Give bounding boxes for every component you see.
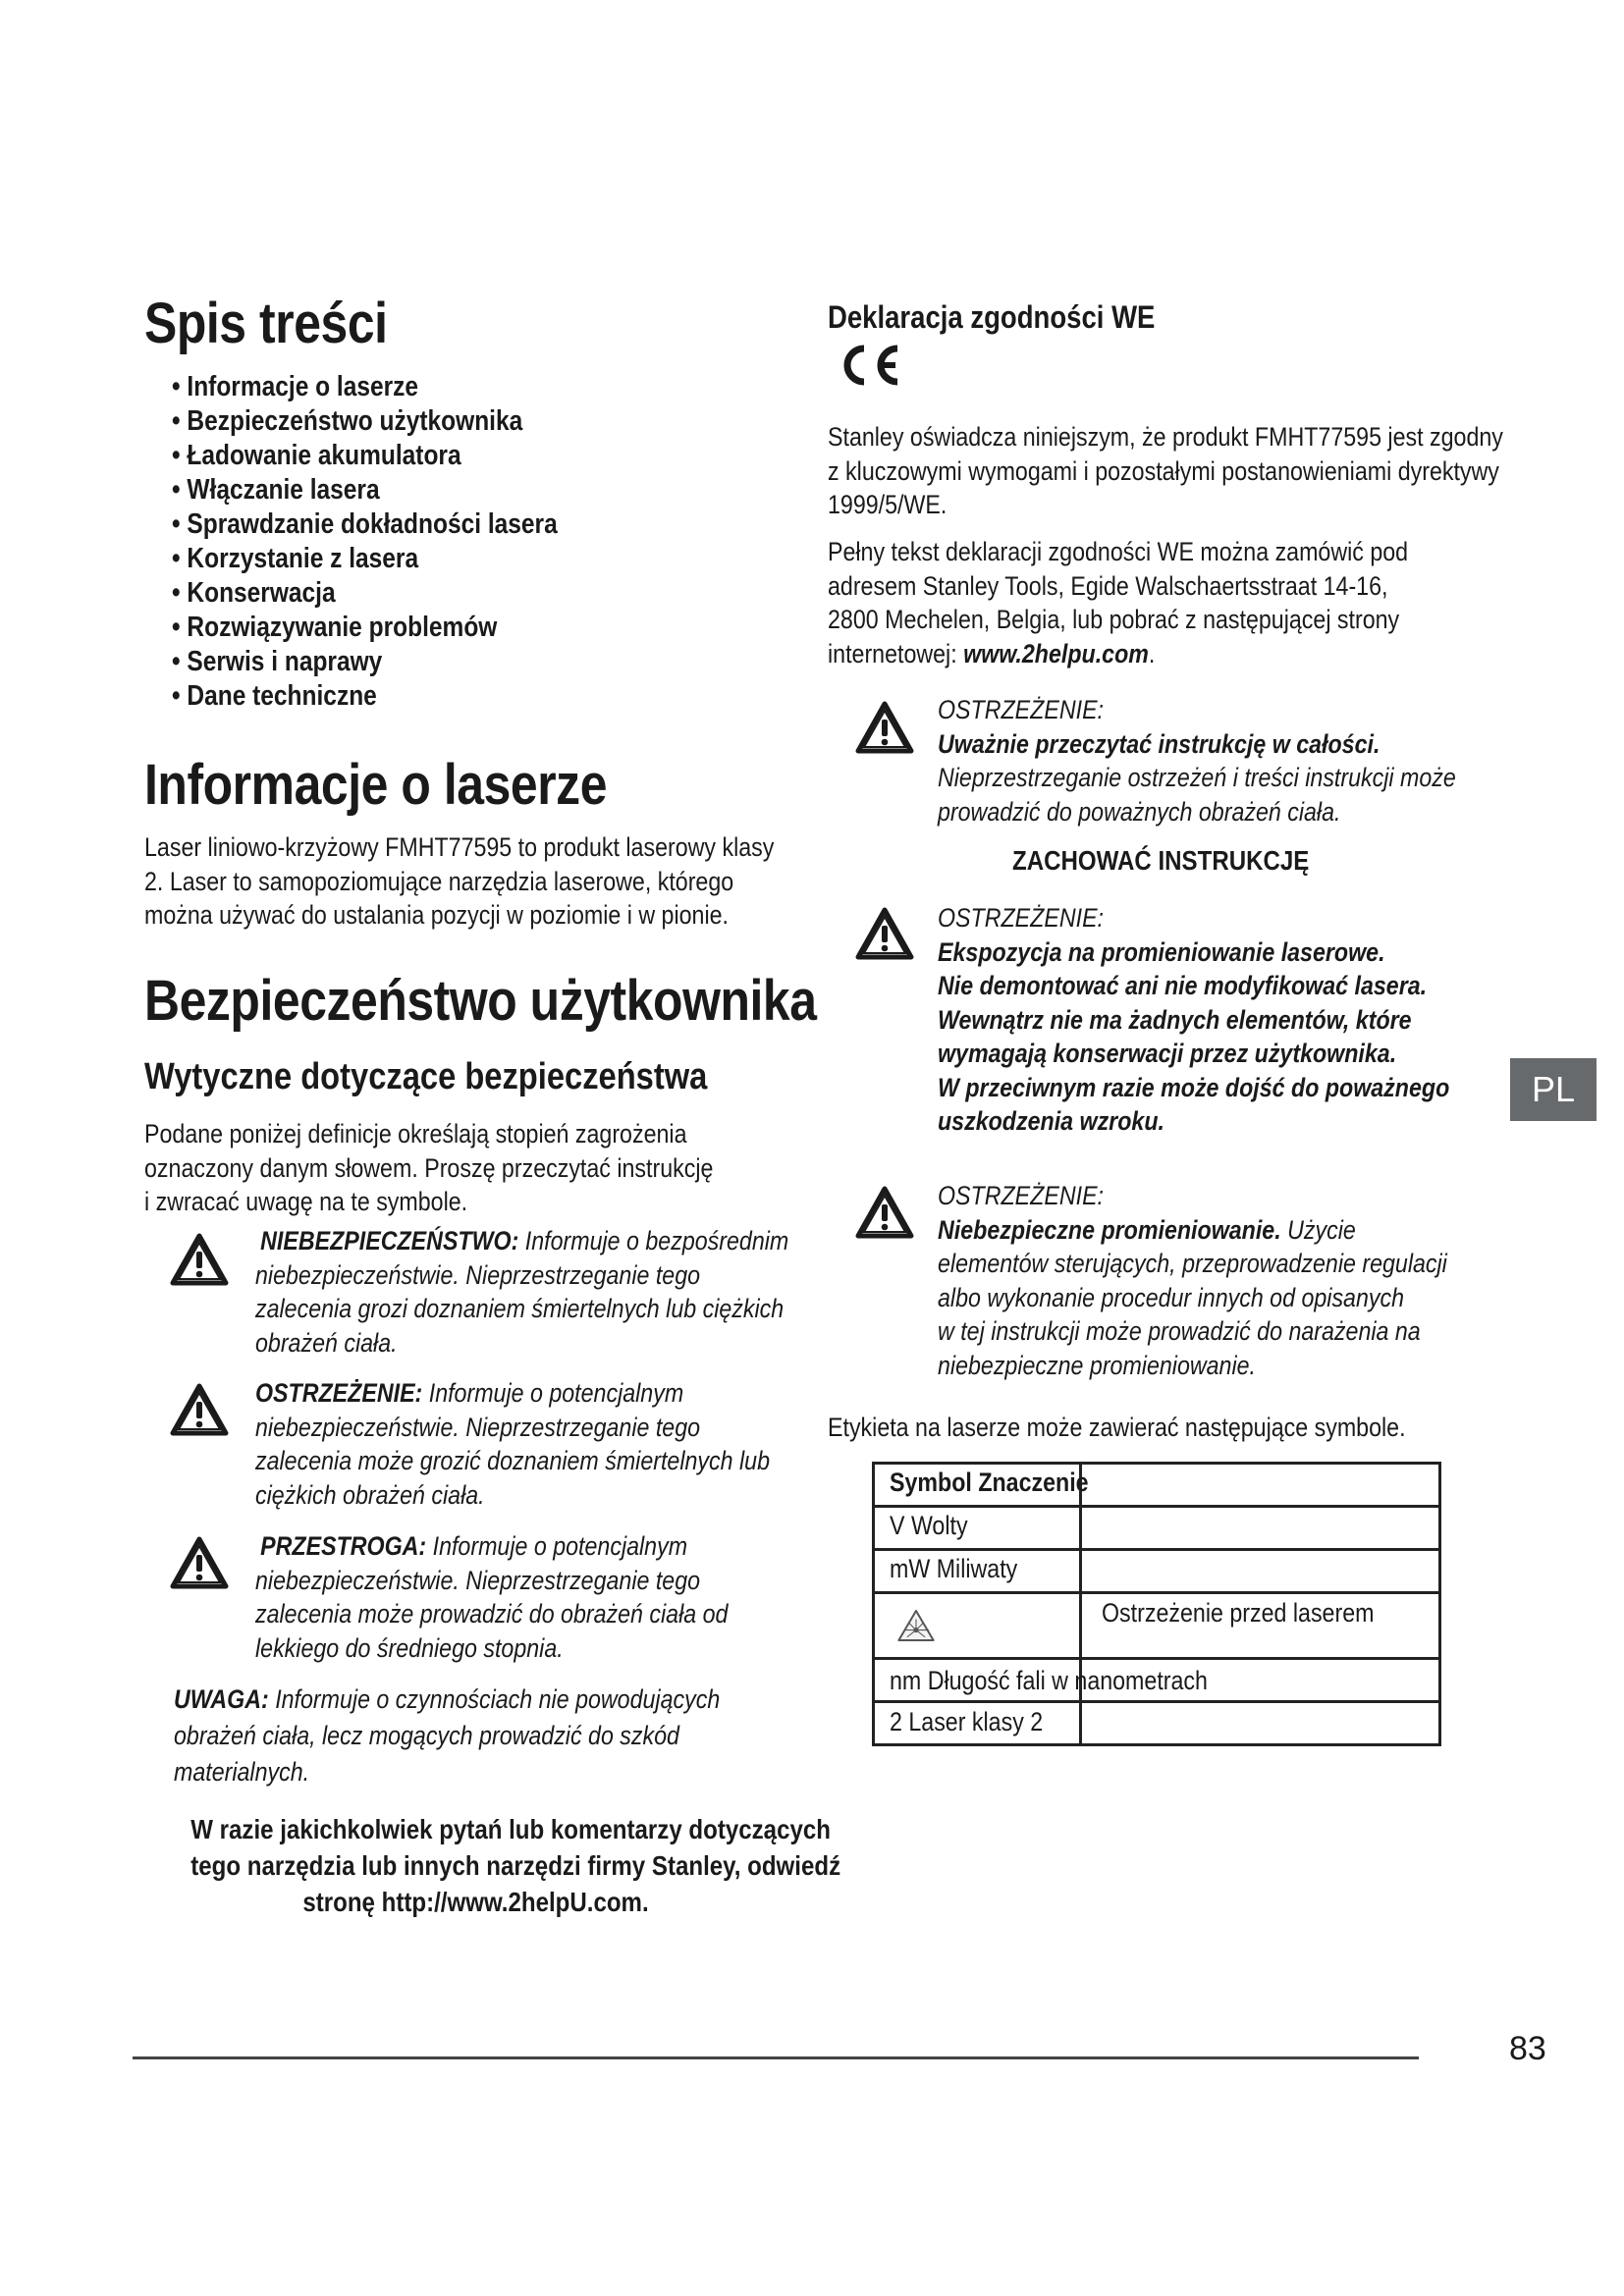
- text-line: Informuje o bezpośrednim: [518, 1226, 789, 1255]
- table-row: [874, 1593, 1440, 1659]
- toc-item[interactable]: • Włączanie lasera: [172, 474, 380, 506]
- caution-block: [255, 1529, 728, 1665]
- warning-1-label: OSTRZEŻENIE:: [938, 695, 1105, 724]
- table-row-volts: V Wolty: [890, 1511, 968, 1540]
- declaration-paragraph-2: [828, 535, 1408, 670]
- text-line: Informuje o potencjalnym: [422, 1378, 684, 1408]
- text-line: Użycie: [1280, 1214, 1356, 1245]
- toc-item[interactable]: • Informacje o laserze: [172, 371, 419, 402]
- text-line: obrażeń ciała.: [255, 1327, 398, 1358]
- text-line: niebezpieczeństwie. Nieprzestrzeganie tego: [255, 1259, 701, 1290]
- table-row-milliwatts: mW Miliwaty: [890, 1554, 1018, 1583]
- toc-item[interactable]: • Ładowanie akumulatora: [172, 440, 461, 471]
- safety-subtitle: Wytyczne dotyczące bezpieczeństwa: [144, 1056, 708, 1097]
- table-cell: [1081, 1593, 1440, 1659]
- text-line: zalecenia może grozić doznaniem śmiertelnych lub: [255, 1446, 770, 1475]
- text-line: z kluczowymi wymogami i pozostałymi postanowieniami dyrektywy: [828, 455, 1499, 486]
- note-block: [174, 1682, 720, 1790]
- text-line: oznaczony danym słowem. Proszę przeczytać instrukcję: [144, 1152, 714, 1183]
- text-line: Nieprzestrzeganie ostrzeżeń i treści instrukcji może: [938, 763, 1456, 792]
- table-row-wavelength: nm Długość fali w nanometrach: [890, 1666, 1208, 1695]
- text-line: lekkiego do średniego stopnia.: [255, 1632, 564, 1663]
- declaration-title: Deklaracja zgodności WE: [828, 299, 1156, 335]
- toc-item[interactable]: • Korzystanie z lasera: [172, 543, 419, 574]
- toc-title: Spis treści: [144, 292, 388, 355]
- website-link[interactable]: www.2helpu.com: [963, 638, 1149, 668]
- language-tab: PL: [1510, 1058, 1597, 1121]
- table-row-class: 2 Laser klasy 2: [890, 1707, 1044, 1736]
- warning-triangle-icon: [170, 1383, 229, 1436]
- text-line: Informuje o potencjalnym: [426, 1531, 688, 1561]
- text-line: można używać do ustalania pozycji w poziomie i w pionie.: [144, 900, 729, 930]
- text-line: ciężkich obrażeń ciała.: [255, 1479, 485, 1510]
- text-line: internetowej:: [828, 638, 964, 668]
- text-line: 2. Laser to samopoziomujące narzędzia laserowe, którego: [144, 866, 734, 896]
- safety-intro: [144, 1117, 713, 1219]
- warning-3-bold: Niebezpieczne promieniowanie.: [938, 1214, 1281, 1245]
- text-line: materialnych.: [174, 1757, 310, 1787]
- warning-block: [255, 1376, 770, 1512]
- warning-2-label: OSTRZEŻENIE:: [938, 903, 1105, 933]
- warning-2-block: [938, 901, 1449, 1139]
- table-cell: [1081, 1702, 1440, 1745]
- text-line: elementów sterujących, przeprowadzenie regulacji: [938, 1249, 1447, 1278]
- warning-triangle-icon: [855, 701, 914, 754]
- text-line: prowadzić do poważnych obrażeń ciała.: [938, 796, 1341, 827]
- text-line: w tej instrukcji może prowadzić do narażenia na: [938, 1316, 1421, 1346]
- contact-paragraph: [190, 1811, 841, 1920]
- text-line: stronę http://www.2helpU.com.: [302, 1887, 649, 1917]
- toc-item[interactable]: • Sprawdzanie dokładności lasera: [172, 508, 558, 540]
- text-line: Nie demontować ani nie modyfikować lasera.: [938, 971, 1428, 1000]
- toc-item[interactable]: • Konserwacja: [172, 577, 336, 609]
- text-line: Laser liniowo-krzyżowy FMHT77595 to produkt laserowy klasy: [144, 832, 775, 862]
- footer-rule: [133, 2056, 1419, 2059]
- page-number: 83: [1509, 2030, 1546, 2067]
- table-cell: [1081, 1507, 1440, 1550]
- text-line: Pełny tekst deklaracji zgodności WE można zamówić pod: [828, 537, 1409, 566]
- warning-triangle-icon: [170, 1233, 229, 1286]
- text-line: zalecenia grozi doznaniem śmiertelnych lub ciężkich: [255, 1294, 785, 1323]
- text-line: niebezpieczeństwie. Nieprzestrzeganie tego: [255, 1565, 701, 1595]
- toc-item[interactable]: • Rozwiązywanie problemów: [172, 612, 498, 643]
- text-line: wymagają konserwacji przez użytkownika.: [938, 1039, 1397, 1068]
- keep-instructions: ZACHOWAĆ INSTRUKCJĘ: [1012, 845, 1310, 876]
- text-line: 1999/5/WE.: [828, 490, 947, 519]
- toc-item[interactable]: • Serwis i naprawy: [172, 646, 383, 677]
- laser-warning-icon: [896, 1609, 936, 1642]
- warning-triangle-icon: [855, 1186, 914, 1239]
- text-line: Informuje o czynnościach nie powodujących: [268, 1684, 721, 1714]
- warning-triangle-icon: [170, 1536, 229, 1589]
- text-line: i zwracać uwagę na te symbole.: [144, 1187, 468, 1216]
- danger-label: NIEBEZPIECZEŃSTWO:: [260, 1226, 519, 1255]
- symbols-table: [872, 1462, 1441, 1746]
- text-line: obrażeń ciała, lecz mogących prowadzić do szkód: [174, 1721, 679, 1750]
- declaration-paragraph-1: [828, 420, 1503, 522]
- text-line: W przeciwnym razie może dojść do poważnego: [938, 1072, 1450, 1102]
- warning-label: OSTRZEŻENIE:: [255, 1378, 423, 1408]
- table-cell: [1081, 1464, 1440, 1507]
- text-line: adresem Stanley Tools, Egide Walschaertsstraat 14-16,: [828, 570, 1388, 601]
- text-line: niebezpieczne promieniowanie.: [938, 1350, 1256, 1380]
- warning-1-block: [938, 693, 1456, 828]
- text-line: W razie jakichkolwiek pytań lub komentarzy dotyczących: [190, 1814, 831, 1844]
- text-line: 2800 Mechelen, Belgia, lub pobrać z następującej strony: [828, 605, 1400, 634]
- toc-item[interactable]: • Dane techniczne: [172, 680, 377, 712]
- safety-title: Bezpieczeństwo użytkownika: [144, 969, 817, 1033]
- info-title: Informacje o laserze: [144, 753, 608, 817]
- text-line: Podane poniżej definicje określają stopień zagrożenia: [144, 1119, 687, 1148]
- text-line: Wewnątrz nie ma żadnych elementów, które: [938, 1004, 1412, 1035]
- text-line: Ekspozycja na promieniowanie laserowe.: [938, 936, 1385, 967]
- warning-3-block: [938, 1179, 1447, 1382]
- text-line: uszkodzenia wzroku.: [938, 1106, 1164, 1136]
- text-line: niebezpieczeństwie. Nieprzestrzeganie tego: [255, 1412, 701, 1442]
- text-line: albo wykonanie procedur innych od opisanych: [938, 1282, 1405, 1312]
- text-line: zalecenia może prowadzić do obrażeń ciała od: [255, 1599, 729, 1629]
- text-line: Stanley oświadcza niniejszym, że produkt FMHT77595 jest zgodny: [828, 422, 1503, 452]
- warning-1-bold: Uważnie przeczytać instrukcję w całości.: [938, 728, 1380, 759]
- label-text: Etykieta na laserze może zawierać następujące symbole.: [828, 1413, 1406, 1442]
- danger-block: [255, 1224, 788, 1360]
- table-cell: [874, 1593, 1081, 1659]
- row-laser-warning-meaning: Ostrzeżenie przed laserem: [1102, 1598, 1375, 1628]
- text-line: .: [1148, 638, 1156, 668]
- table-cell: [1081, 1550, 1440, 1593]
- warning-triangle-icon: [855, 907, 914, 960]
- info-paragraph: [144, 830, 774, 933]
- toc-list: [172, 370, 558, 714]
- caution-label: PRZESTROGA:: [260, 1531, 427, 1561]
- table-header: Symbol Znaczenie: [890, 1468, 1089, 1497]
- warning-3-label: OSTRZEŻENIE:: [938, 1181, 1105, 1210]
- toc-item[interactable]: • Bezpieczeństwo użytkownika: [172, 405, 523, 437]
- note-label: UWAGA:: [174, 1684, 269, 1714]
- text-line: tego narzędzia lub innych narzędzi firmy Stanley, odwiedź: [190, 1850, 841, 1881]
- ce-mark-icon: [835, 341, 905, 390]
